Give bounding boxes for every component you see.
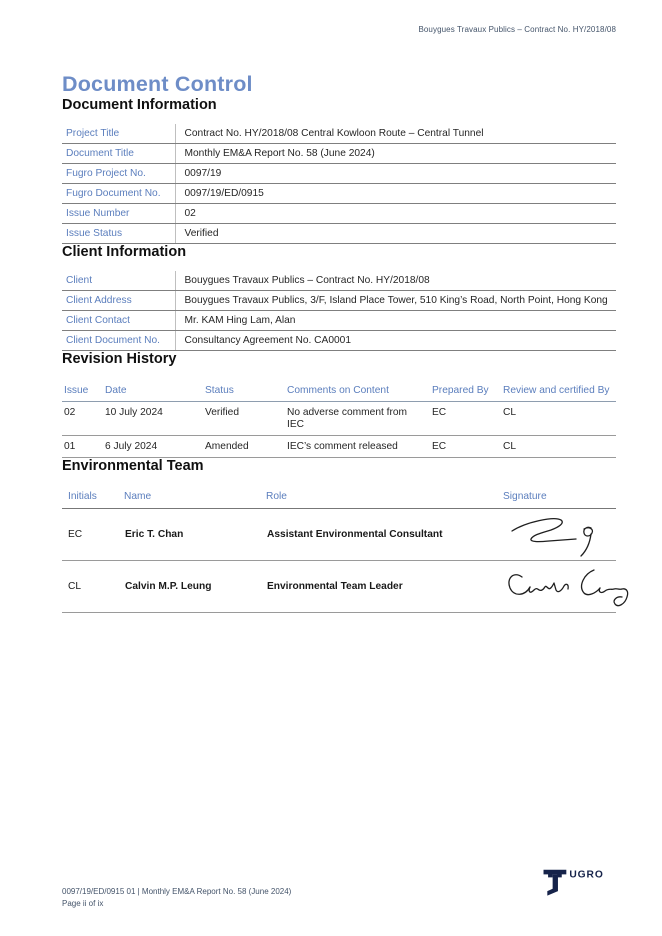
cell-reviewed-by: CL [503, 402, 616, 436]
page-footer [62, 886, 291, 910]
table-header-row [62, 381, 616, 402]
table-row [62, 271, 616, 291]
footer-document-reference: 0097/19/ED/0915 01 | Monthly EM&A Report No. 58 (June 2024) [62, 887, 292, 896]
table-row [62, 224, 616, 244]
cell-status: Verified [205, 402, 287, 436]
section-heading-document-information: Document Information [62, 97, 217, 113]
row-label: Client [62, 271, 175, 291]
row-value: Verified [175, 224, 616, 244]
row-value: Monthly EM&A Report No. 58 (June 2024) [175, 144, 616, 164]
fugro-logo-text: UGRO [569, 869, 604, 881]
table-row [62, 164, 616, 184]
cell-signature [503, 509, 616, 561]
table-row [62, 124, 616, 144]
table-row [62, 402, 616, 436]
row-value: Contract No. HY/2018/08 Central Kowloon Route – Central Tunnel [175, 124, 616, 144]
cell-reviewed-by: CL [503, 436, 616, 458]
row-value: Mr. KAM Hing Lam, Alan [175, 311, 616, 331]
table-row [62, 291, 616, 311]
row-value: 0097/19 [175, 164, 616, 184]
row-value: 0097/19/ED/0915 [175, 184, 616, 204]
cell-role: Environmental Team Leader [266, 561, 503, 613]
row-label: Project Title [62, 124, 175, 144]
cell-comments: IEC’s comment released [287, 436, 432, 458]
cell-initials: EC [62, 509, 124, 561]
table-header-row [62, 487, 616, 509]
table-row [62, 311, 616, 331]
table-row [62, 436, 616, 458]
table-row [62, 144, 616, 164]
cell-prepared-by: EC [432, 436, 503, 458]
row-value: 02 [175, 204, 616, 224]
cell-role: Assistant Environmental Consultant [266, 509, 503, 561]
column-header: Role [266, 487, 503, 509]
section-heading-environmental-team: Environmental Team [62, 458, 204, 474]
column-header: Initials [62, 487, 124, 509]
cell-date: 6 July 2024 [105, 436, 205, 458]
section-heading-client-information: Client Information [62, 244, 187, 260]
environmental-team-table [62, 487, 616, 613]
column-header: Date [105, 381, 205, 402]
column-header: Review and certified By [503, 381, 616, 402]
page-title: Document Control [62, 72, 253, 96]
row-label: Issue Status [62, 224, 175, 244]
cell-signature [503, 561, 616, 613]
page-header: Bouygues Travaux Publics – Contract No. HY/2018/08 [418, 25, 616, 34]
cell-issue: 01 [62, 436, 105, 458]
cell-issue: 02 [62, 402, 105, 436]
cell-name: Calvin M.P. Leung [124, 561, 266, 613]
ec-handwritten-signature [504, 512, 614, 558]
column-header: Signature [503, 487, 616, 509]
fugro-logo [542, 865, 618, 910]
row-value: Bouygues Travaux Publics, 3/F, Island Place Tower, 510 King’s Road, North Point, Hong Kong [175, 291, 616, 311]
row-label: Client Contact [62, 311, 175, 331]
page-content [62, 0, 616, 613]
client-information-table [62, 271, 616, 351]
table-row [62, 561, 616, 613]
row-label: Issue Number [62, 204, 175, 224]
cell-comments: No adverse comment from IEC [287, 402, 432, 436]
row-value: Bouygues Travaux Publics – Contract No. HY/2018/08 [175, 271, 616, 291]
footer-page-number: Page ii of ix [62, 899, 104, 908]
table-row [62, 204, 616, 224]
row-label: Client Document No. [62, 331, 175, 351]
document-information-table [62, 124, 616, 244]
revision-history-table [62, 381, 616, 458]
row-label: Fugro Project No. [62, 164, 175, 184]
table-row [62, 184, 616, 204]
row-value: Consultancy Agreement No. CA0001 [175, 331, 616, 351]
column-header: Comments on Content [287, 381, 432, 402]
table-row [62, 331, 616, 351]
row-label: Document Title [62, 144, 175, 164]
column-header: Prepared By [432, 381, 503, 402]
cell-name: Eric T. Chan [124, 509, 266, 561]
cell-status: Amended [205, 436, 287, 458]
cl-handwritten-signature [504, 564, 636, 610]
row-label: Fugro Document No. [62, 184, 175, 204]
cell-initials: CL [62, 561, 124, 613]
fugro-logo-icon [542, 865, 618, 905]
column-header: Status [205, 381, 287, 402]
column-header: Issue [62, 381, 105, 402]
cell-prepared-by: EC [432, 402, 503, 436]
section-heading-revision-history: Revision History [62, 351, 177, 367]
table-row [62, 509, 616, 561]
row-label: Client Address [62, 291, 175, 311]
column-header: Name [124, 487, 266, 509]
cell-date: 10 July 2024 [105, 402, 205, 436]
